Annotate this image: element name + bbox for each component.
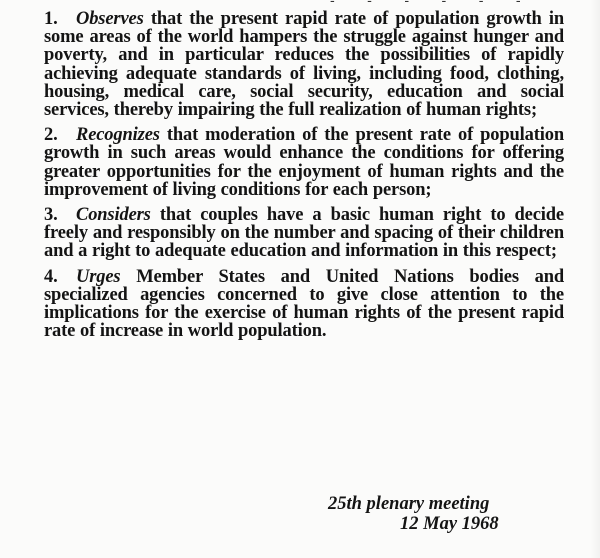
paragraph-body: that moderation of the present rate of population growth in such areas would enhance the conditions for offering greater opportunities for the enjoyment of human rights and the improvement of living conditions for each person; (44, 125, 564, 200)
paragraph-number: 4. (44, 266, 58, 287)
paragraph-2 (44, 126, 564, 199)
signature-block (328, 494, 568, 534)
paragraph-1 (44, 10, 564, 119)
meeting-date: 12 May 1968 (400, 514, 499, 534)
paragraph-body: that the present rapid rate of population growth in some areas of the world hampers the struggle against hunger and poverty, and in particular reduces the possibilities of rapidly achieving adequate standards of living, including food, clothing, housing, medical care, social security, education and social services, thereby impairing the full realization of human rights; (44, 9, 564, 121)
paragraph-verb: Observes (76, 9, 144, 29)
meeting-label: 25th plenary meeting (328, 494, 490, 514)
paragraph-number: 1. (44, 9, 58, 29)
paragraph-verb: Urges (76, 266, 121, 287)
paragraph-verb: Considers (76, 205, 151, 226)
paragraph-verb: Recognizes (76, 125, 160, 146)
page-edge-shadow (590, 0, 600, 558)
paragraph-4 (44, 268, 564, 341)
cropped-text-remnant (330, 0, 560, 6)
paragraph-3 (44, 206, 564, 261)
paragraph-body: that couples have a basic human right to decide freely and responsibly on the number and spacing of their children and a right to adequate education and information in this respect; (44, 205, 564, 262)
paragraph-number: 2. (44, 125, 58, 146)
paragraph-body: Member States and United Nations bodies and specialized agencies concerned to give close attention to the implications for the exercise of human rights of the present rapid rate of increase in world population. (44, 266, 564, 342)
resolution-text (44, 10, 564, 347)
paragraph-number: 3. (44, 205, 58, 226)
